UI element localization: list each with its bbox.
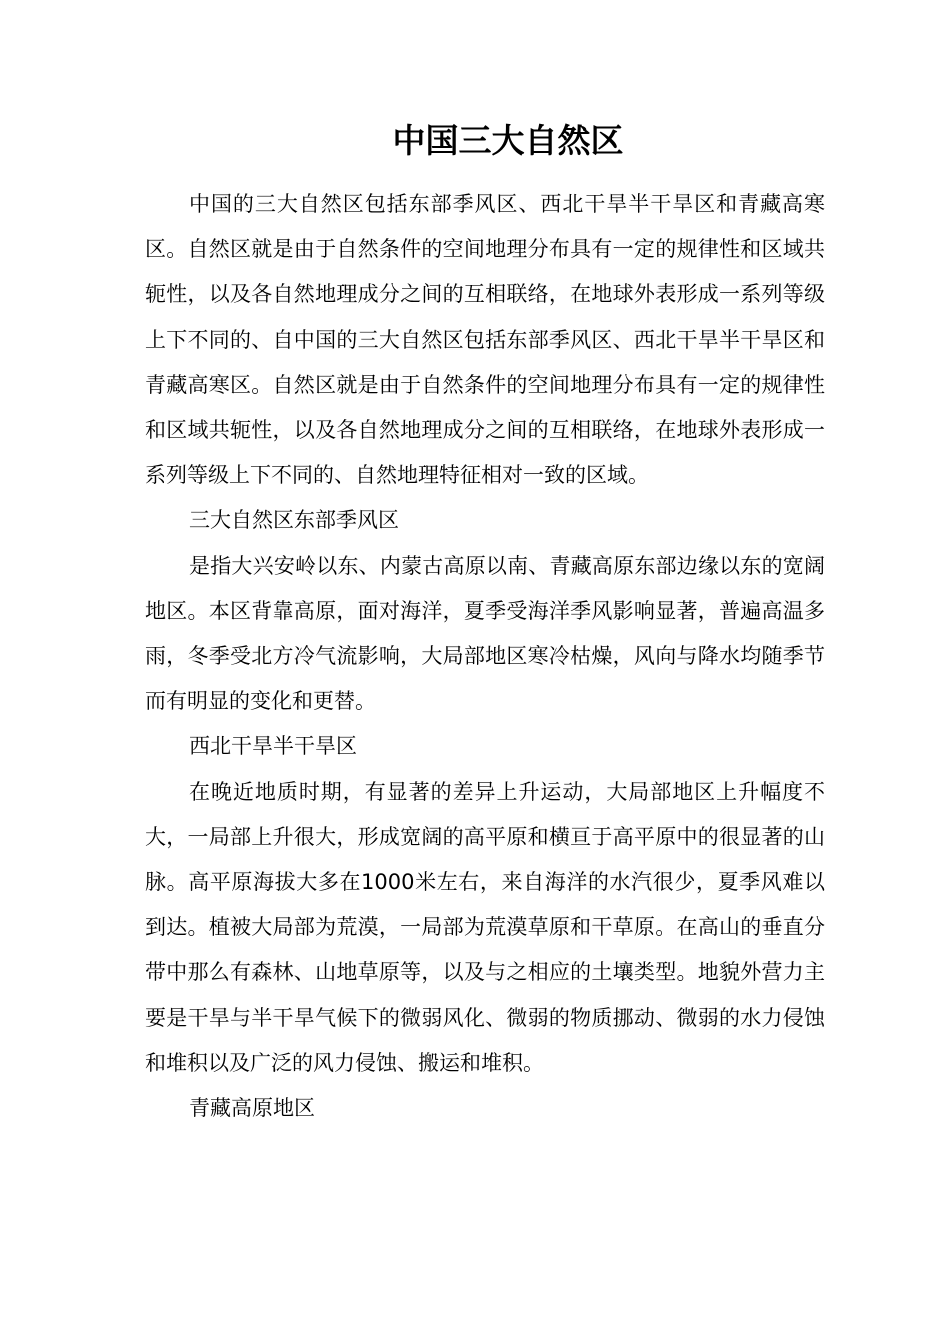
- paragraph-eastern-monsoon-region: 是指大兴安岭以东、内蒙古高原以南、青藏高原东部边缘以东的宽阔地区。本区背靠高原，面对海洋，夏季受海洋季风影响显著，普遍高温多雨，冬季受北方冷气流影响，大局部地区寒冷枯燥，风向与降水均随季节而有明显的变化和更替。: [145, 553, 825, 714]
- heading-eastern-monsoon-region: 三大自然区东部季风区: [189, 508, 399, 533]
- heading-qinghai-tibet-plateau-region: 青藏高原地区: [189, 1096, 315, 1121]
- document-body: [145, 182, 825, 1131]
- paragraph-intro: 中国的三大自然区包括东部季风区、西北干旱半干旱区和青藏高寒区。自然区就是由于自然条件的空间地理分布具有一定的规律性和区域共轭性，以及各自然地理成分之间的互相联络，在地球外表形成一系列等级上下不同的、自中国的三大自然区包括东部季风区、西北干旱半干旱区和青藏高寒区。自然区就是由于自然条件的空间地理分布具有一定的规律性和区域共轭性，以及各自然地理成分之间的互相联络，在地球外表形成一系列等级上下不同的、自然地理特征相对一致的区域。: [145, 192, 825, 488]
- document-title: 中国三大自然区: [392, 121, 624, 160]
- heading-northwest-arid-region: 西北干旱半干旱区: [189, 734, 357, 759]
- paragraph-northwest-arid-region: 在晚近地质时期，有显著的差异上升运动，大局部地区上升幅度不大，一局部上升很大，形成宽阔的高平原和横亘于高平原中的很显著的山脉。高平原海拔大多在1000米左右，来自海洋的水汽很少，夏季风难以到达。植被大局部为荒漠，一局部为荒漠草原和干草原。在高山的垂直分带中那么有森林、山地草原等，以及与之相应的土壤类型。地貌外营力主要是干旱与半干旱气候下的微弱风化、微弱的物质挪动、微弱的水力侵蚀和堆积以及广泛的风力侵蚀、搬运和堆积。: [145, 779, 825, 1075]
